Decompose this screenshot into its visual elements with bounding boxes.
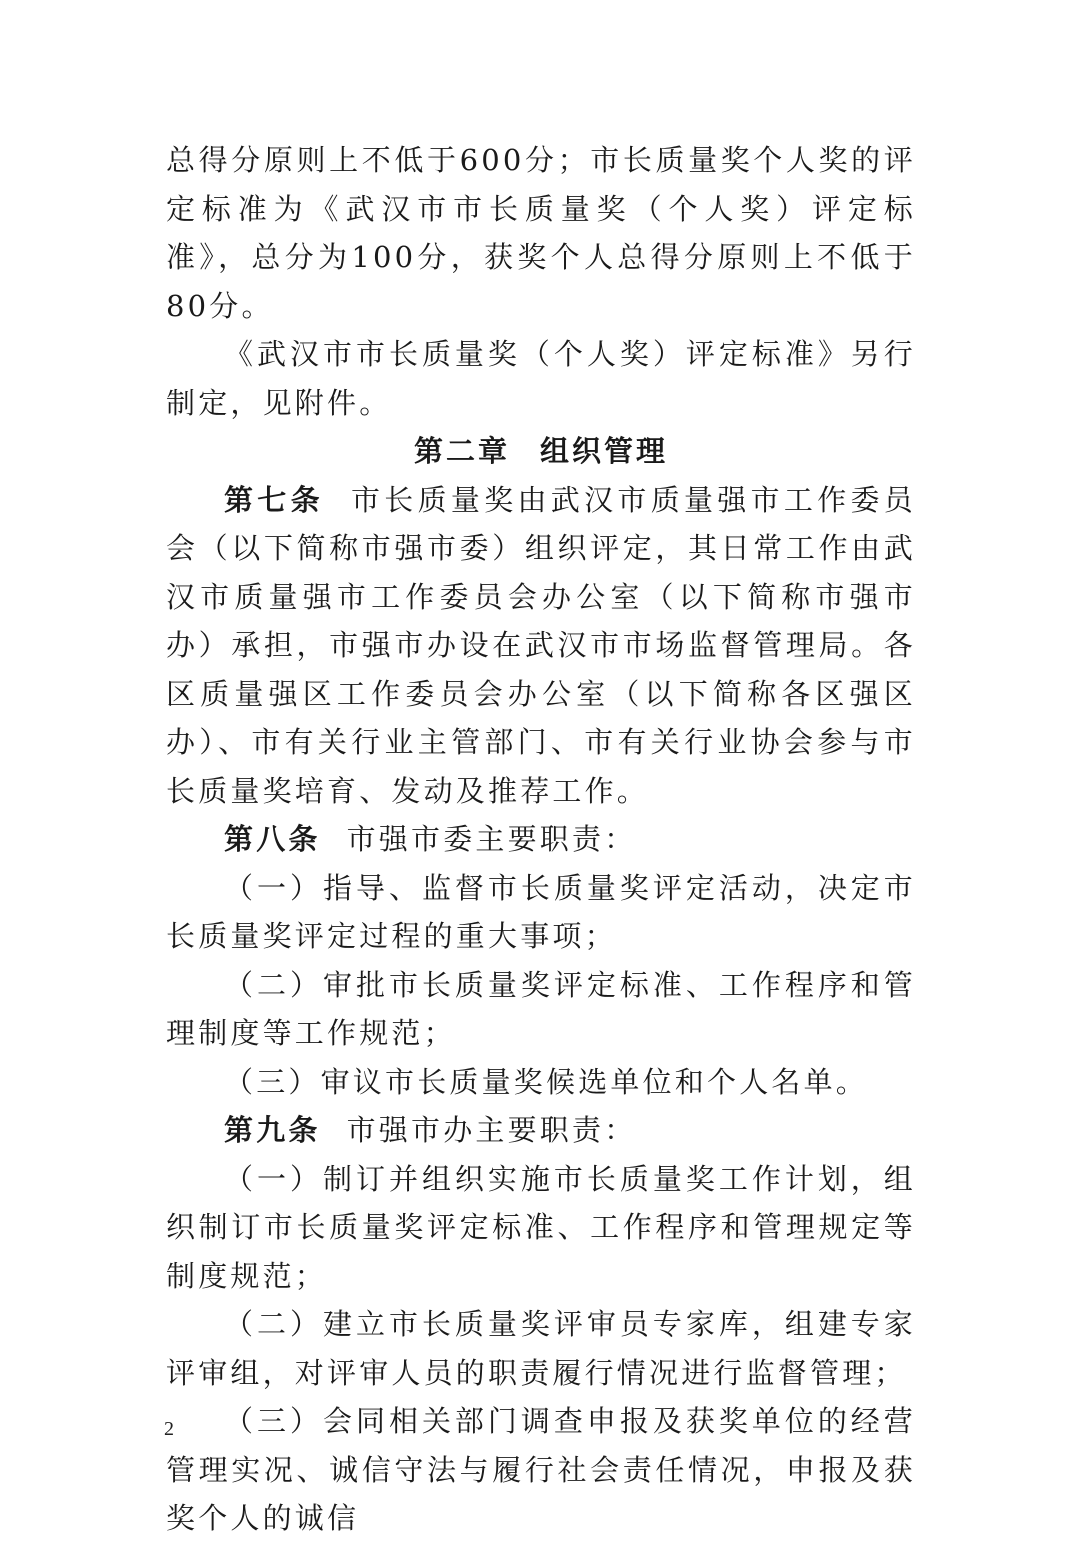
- article-9: [166, 1106, 916, 1155]
- chapter-number: 第二章: [413, 434, 510, 468]
- article-7-text: 市长质量奖由武汉市质量强市工作委员会（以下简称市强市委）组织评定，其日常工作由武汉市质量强市工作委员会办公室（以下简称市强市办）承担，市强市办设在武汉市市场监督管理局。各区质量强区工作委员会办公室（以下简称各区强区办）、市有关行业主管部门、市有关行业协会参与市长质量奖培育、发动及推荐工作。: [166, 482, 916, 808]
- article-7-label: 第七条: [224, 482, 324, 517]
- article-7: [166, 476, 916, 816]
- paragraph-standard-reference: 《武汉市市长质量奖（个人奖）评定标准》另行制定，见附件。: [166, 337, 916, 420]
- article-9-label: 第九条: [224, 1113, 321, 1147]
- chapter-title: 组织管理: [540, 434, 669, 468]
- article-9-item-2: （二）建立市长质量奖评审员专家库，组建专家评审组，对评审人员的职责履行情况进行监督管理；: [166, 1307, 916, 1390]
- article-8: [166, 815, 916, 864]
- article-8-item-1: （一）指导、监督市长质量奖评定活动，决定市长质量奖评定过程的重大事项；: [166, 870, 916, 953]
- chapter-heading: [166, 427, 916, 476]
- article-8-item-3: （三）审议市长质量奖候选单位和个人名单。: [224, 1064, 869, 1099]
- paragraph-scoring-criteria: 总得分原则上不低于600分；市长质量奖个人奖的评定标准为《武汉市市长质量奖（个人奖）评定标准》，总分为100分，获奖个人总得分原则上不低于80分。: [166, 143, 916, 323]
- body-text: [166, 136, 916, 1543]
- page-number: 2: [164, 1418, 174, 1440]
- article-8-text: 市强市委主要职责：: [346, 822, 637, 856]
- article-8-label: 第八条: [224, 822, 321, 856]
- article-8-item-2: （二）审批市长质量奖评定标准、工作程序和管理制度等工作规范；: [166, 967, 916, 1050]
- article-9-text: 市强市办主要职责：: [346, 1113, 637, 1147]
- article-9-item-1: （一）制订并组织实施市长质量奖工作计划，组织制订市长质量奖评定标准、工作程序和管理规定等制度规范；: [166, 1161, 916, 1293]
- article-9-item-3: （三）会同相关部门调查申报及获奖单位的经营管理实况、诚信守法与履行社会责任情况，申报及获奖个人的诚信: [166, 1404, 916, 1535]
